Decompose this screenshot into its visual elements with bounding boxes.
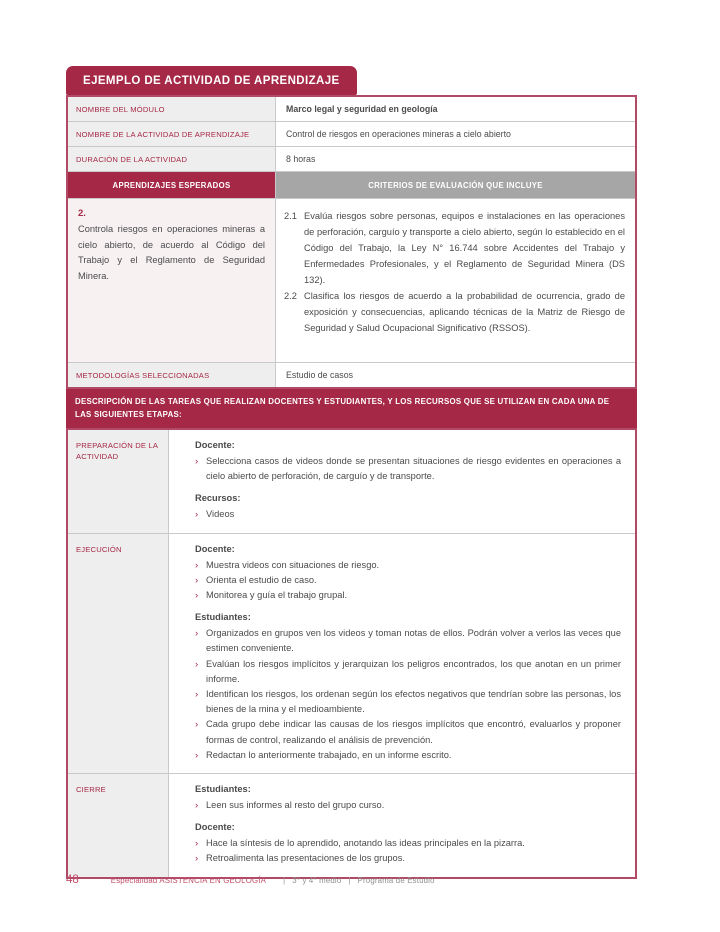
- footer-specialty: Especialidad ASISTENCIA EN GEOLOGÍA: [110, 876, 266, 885]
- footer-separator: |: [348, 875, 351, 885]
- criterion-text: Clasifica los riesgos de acuerdo a la probabilidad de ocurrencia, grado de exposición y consecuencias, aplicando técnicas de la Matriz de Riesgo de Seguridad y Salud Ocupacional Significativo (RSSOS).: [304, 291, 625, 333]
- footer-program: Programa de Estudio: [357, 876, 435, 885]
- list-item: [195, 558, 621, 573]
- page-footer: [66, 874, 637, 886]
- page-content: [66, 66, 637, 879]
- list-item-text: Orienta el estudio de caso.: [206, 574, 317, 585]
- activity-info-table: [66, 95, 637, 389]
- expected-learning-text: Controla riesgos en operaciones mineras a cielo abierto, de acuerdo al Código del Trabajo y el Reglamento de Seguridad Minera.: [78, 224, 265, 281]
- stage-content-ejecucion: [169, 533, 637, 773]
- list-item: [195, 588, 621, 603]
- methodologies-label: METODOLOGÍAS SELECCIONADAS: [67, 363, 276, 389]
- list-item-text: Hace la síntesis de lo aprendido, anotando las ideas principales en la pizarra.: [206, 838, 525, 849]
- footer-grade: 3° y 4° medio: [292, 876, 342, 885]
- list-item-text: Organizados en grupos ven los videos y toman notas de ellos. Podrán volver a verlos las veces que estimen conveniente.: [206, 628, 621, 654]
- list-item-text: Selecciona casos de videos donde se presentan situaciones de riesgo evidentes en operaciones a cielo abierto de perforación, de carguío y de transporte.: [206, 456, 621, 482]
- page-number: 48: [66, 874, 79, 886]
- role-group: [195, 610, 621, 763]
- list-item: [195, 573, 621, 588]
- role-group: [195, 491, 621, 522]
- footer-separator: |: [283, 875, 286, 885]
- bullet-icon: ›: [195, 509, 199, 521]
- table-row: [67, 533, 636, 773]
- role-group: [195, 820, 621, 866]
- criterion-item: [284, 208, 625, 288]
- bullet-icon: ›: [195, 574, 199, 586]
- role-heading: Docente:: [195, 440, 235, 450]
- role-group: [195, 782, 621, 813]
- list-item: [195, 798, 621, 813]
- tasks-description-banner: DESCRIPCIÓN DE LAS TAREAS QUE REALIZAN DOCENTES Y ESTUDIANTES, Y LOS RECURSOS QUE SE UTILIZAN EN CADA UNA DE LAS SIGUIENTES ETAPAS:: [66, 389, 637, 428]
- activity-name-label: NOMBRE DE LA ACTIVIDAD DE APRENDIZAJE: [67, 122, 276, 147]
- duration-label: DURACIÓN DE LA ACTIVIDAD: [67, 147, 276, 172]
- list-item: [195, 748, 621, 763]
- table-row: [67, 774, 636, 878]
- list-item: [195, 687, 621, 717]
- bullet-icon: ›: [195, 719, 199, 731]
- page-title: EJEMPLO DE ACTIVIDAD DE APRENDIZAJE: [66, 66, 357, 95]
- module-name-value: Marco legal y seguridad en geología: [276, 96, 637, 122]
- criterion-number: 2.1: [284, 211, 297, 221]
- list-item: [195, 626, 621, 656]
- bullet-icon: ›: [195, 658, 199, 670]
- bullet-icon: ›: [195, 689, 199, 701]
- list-item-text: Videos: [206, 509, 235, 520]
- list-item-text: Retroalimenta las presentaciones de los grupos.: [206, 853, 405, 864]
- bullet-icon: ›: [195, 628, 199, 640]
- table-row: [67, 147, 636, 172]
- stage-content-preparacion: [169, 429, 637, 533]
- list-item: [195, 507, 621, 522]
- bullet-icon: ›: [195, 456, 199, 467]
- table-row: [67, 429, 636, 533]
- role-heading: Docente:: [195, 543, 235, 554]
- stage-label-cierre: CIERRE: [67, 774, 169, 878]
- criterion-number: 2.2: [284, 291, 297, 301]
- role-group: [195, 542, 621, 604]
- list-item-text: Muestra videos con situaciones de riesgo.: [206, 559, 380, 570]
- list-item-text: Monitorea y guía el trabajo grupal.: [206, 590, 348, 601]
- list-item: [195, 836, 621, 851]
- stage-content-cierre: [169, 774, 637, 878]
- role-heading: Recursos:: [195, 493, 241, 504]
- list-item-text: Redactan lo anteriormente trabajado, en un informe escrito.: [206, 749, 452, 760]
- evaluation-criteria-header: CRITERIOS DE EVALUACIÓN QUE INCLUYE: [276, 172, 637, 199]
- role-heading: Docente:: [195, 822, 235, 833]
- bullet-icon: ›: [195, 800, 199, 812]
- table-row: [67, 363, 636, 389]
- role-heading: Estudiantes:: [195, 784, 251, 795]
- stage-label-ejecucion: EJECUCIÓN: [67, 533, 169, 773]
- bullet-icon: ›: [195, 559, 199, 571]
- stage-label-preparacion: PREPARACIÓN DE LA ACTIVIDAD: [67, 429, 169, 533]
- evaluation-criteria-cell: [276, 199, 637, 363]
- expected-learning-number: 2.: [78, 208, 86, 219]
- expected-learning-header: APRENDIZAJES ESPERADOS: [67, 172, 276, 199]
- criterion-item: [284, 288, 625, 336]
- role-heading: Estudiantes:: [195, 612, 251, 623]
- activity-name-value: Control de riesgos en operaciones mineras a cielo abierto: [276, 122, 637, 147]
- stages-table: [66, 428, 637, 879]
- list-item-text: Leen sus informes al resto del grupo curso.: [206, 800, 385, 811]
- table-row: [67, 199, 636, 363]
- table-row: [67, 122, 636, 147]
- list-item-text: Evalúan los riesgos implícitos y jerarquizan los peligros encontrados, los que anotan en un primer informe.: [206, 658, 621, 684]
- bullet-icon: ›: [195, 853, 199, 865]
- criterion-text: Evalúa riesgos sobre personas, equipos e instalaciones en las operaciones de perforación, carguío y transporte a cielo abierto, según lo establecido en el Código del Trabajo, la Ley N° 16.744 sobre Accidentes del Trabajo y Enfermedades Profesionales, y el Reglamento de Seguridad Minera (DS 132).: [304, 211, 625, 285]
- list-item-text: Identifican los riesgos, los ordenan según los efectos negativos que tendrían sobre las personas, los bienes de la mina y el medioambiente.: [206, 689, 621, 715]
- bullet-icon: ›: [195, 749, 199, 761]
- module-name-label: NOMBRE DEL MÓDULO: [67, 96, 276, 122]
- list-item-text: Cada grupo debe indicar las causas de los riesgos implícitos que encontró, evaluarlos y proponer formas de control, realizando el análisis de prevención.: [206, 719, 621, 745]
- duration-value: 8 horas: [276, 147, 637, 172]
- list-item: [195, 454, 621, 484]
- list-item: [195, 851, 621, 866]
- list-item: [195, 717, 621, 747]
- table-row: [67, 96, 636, 122]
- expected-learning-cell: [67, 199, 276, 363]
- bullet-icon: ›: [195, 590, 199, 602]
- role-group: [195, 438, 621, 484]
- methodologies-value: Estudio de casos: [276, 363, 637, 389]
- bullet-icon: ›: [195, 838, 199, 850]
- table-header-row: [67, 172, 636, 199]
- list-item: [195, 657, 621, 687]
